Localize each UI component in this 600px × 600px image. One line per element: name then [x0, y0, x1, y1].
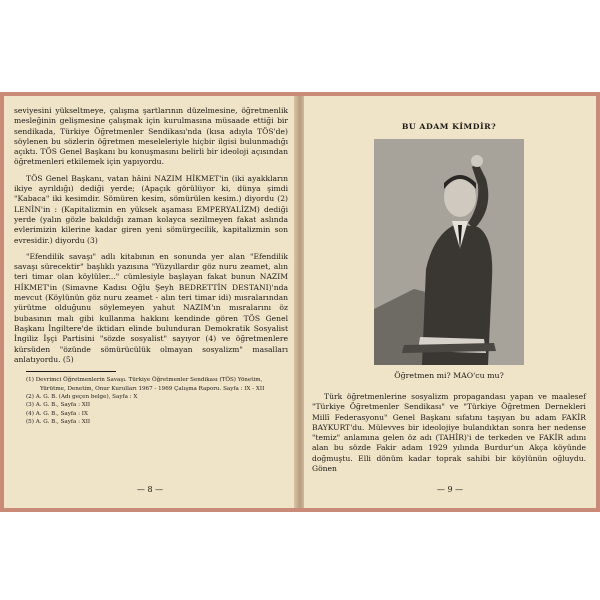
portrait-photo: [374, 139, 524, 365]
footnote-divider: [26, 371, 116, 372]
footnote-list: [14, 376, 288, 426]
right-page-number: — 9 —: [436, 485, 464, 494]
footnote-3: (3) A. G. B., Sayfa : XII: [26, 402, 91, 409]
page-title: BU ADAM KİMDİR?: [401, 122, 497, 131]
left-paragraph-1: seviyesini yükseltmeye, çalışma şartlarının düzelmesine, öğretmenlik mesleğinin gelişmesine çalışmak için kurulmasına müsaade ettiği bir sendikada, Türkiye Öğretmenler Sendikası'nda (kısa adıyla TÖS'de) söylenen bu sözlerin öğretmen meseleleriyle hiçbir ilgisi bulunmadığı açıktı. TÖS Genel Başkanı bu konuşmasını belirli bir ideoloji açısından öğretmenleri etkilemek için yapıyordu.: [14, 106, 288, 167]
photo-caption: Öğretmen mi? MAO'cu mu?: [394, 371, 504, 380]
right-paragraph-1: Türk öğretmenlerine sosyalizm propagandası yapan ve maalesef "Türkiye Öğretmenler Sendikası" ve "Türkiye Öğretmen Dernekleri Millî Federasyonu" Genel Başkanı sıfatını taşıyan bu adam FAKİR BAYKURT'du. Mülevves bir ideolojiye bulandıktan sonra her nedense "temiz" anlamına gelen öz adı (TAHİR)'i de terkeden ve FAKİR adını alan bu sözde Fakir adam 1929 yılında Burdur'un Akça köyünde doğmuştu. Elli dönüm kadar toprak sahibi bir köylünün oğluydu. Gönen: [312, 392, 586, 474]
left-paragraph-2: TÖS Genel Başkanı, vatan hâini NAZIM HİKMET'in (iki ayakkların ikiye ayrıldığı) dediği yerde; (Apaçık görülüyor ki, dünya şimdi "Kabaca" iki kesimdir. Sömüren kesim, sömürülen kesim.) diyordu (2) LENİN'in : (Kapitalizmin en yüksek aşaması EMPERYALİZM) dediği yerde (yalın gözle bakıldığı zaman kolayca sezilmeyen fakat aslında evlerimizin kilerine kadar giren yeni sömürgecilik, kapitalizmin son evresidir.) diyordu (3): [14, 173, 288, 245]
left-page: [4, 96, 296, 508]
footnote-4: (4) A. G. B., Sayfa : IX: [26, 410, 88, 417]
left-page-number: — 8 —: [136, 485, 164, 494]
left-paragraph-3: "Efendilik savaşı" adlı kitabının en sonunda yer alan "Efendilik savaşı sürecektir" başlıklı yazısına "Yüzyıllardır göz nuru zeamet, alın teri timar olan köylüler..." cümlesiyle başlayan fakat bunun NAZIM HİKMET'in (Simavne Kadısı Oğlu Şeyh BEDRETTİN DESTANI)'nda mevcut (Köylünün göz nuru zeamet - alın teri timar idi) mısralarından yürütme olduğunu söylemeyen yahut NAZIM'ın mısralarını öz bubasının malı gibi kullanma hakkını kendinde gören TÖS Genel Başkanı İngiltere'de iktidarı elinde bulunduran Demokratik Sosyalist İngiliz İşçi Partisini "sözde sosyalist" sayıyor (4) ve öğretmenlere kürsüden "özünde sömürücülük olmayan sosyalizm" masalları anlatıyordu. (5): [14, 251, 288, 364]
right-page: [304, 96, 596, 508]
footnote-2: (2) A. G. B. (Adı geçen belge), Sayfa : X: [26, 393, 138, 400]
footnote-5: (5) A. G. B., Sayfa : XII: [26, 419, 91, 426]
portrait-photo-image: [374, 139, 524, 365]
footnote-1: (1) Devrimci Öğretmenlerin Savaşı. Türkiye Öğretmenler Sendikası (TÖS) Yönetim, Yürütme, Denetim, Onur Kurulları 1967 - 1969 Çalışma Raporu. Sayfa : IX - XII: [26, 377, 265, 392]
